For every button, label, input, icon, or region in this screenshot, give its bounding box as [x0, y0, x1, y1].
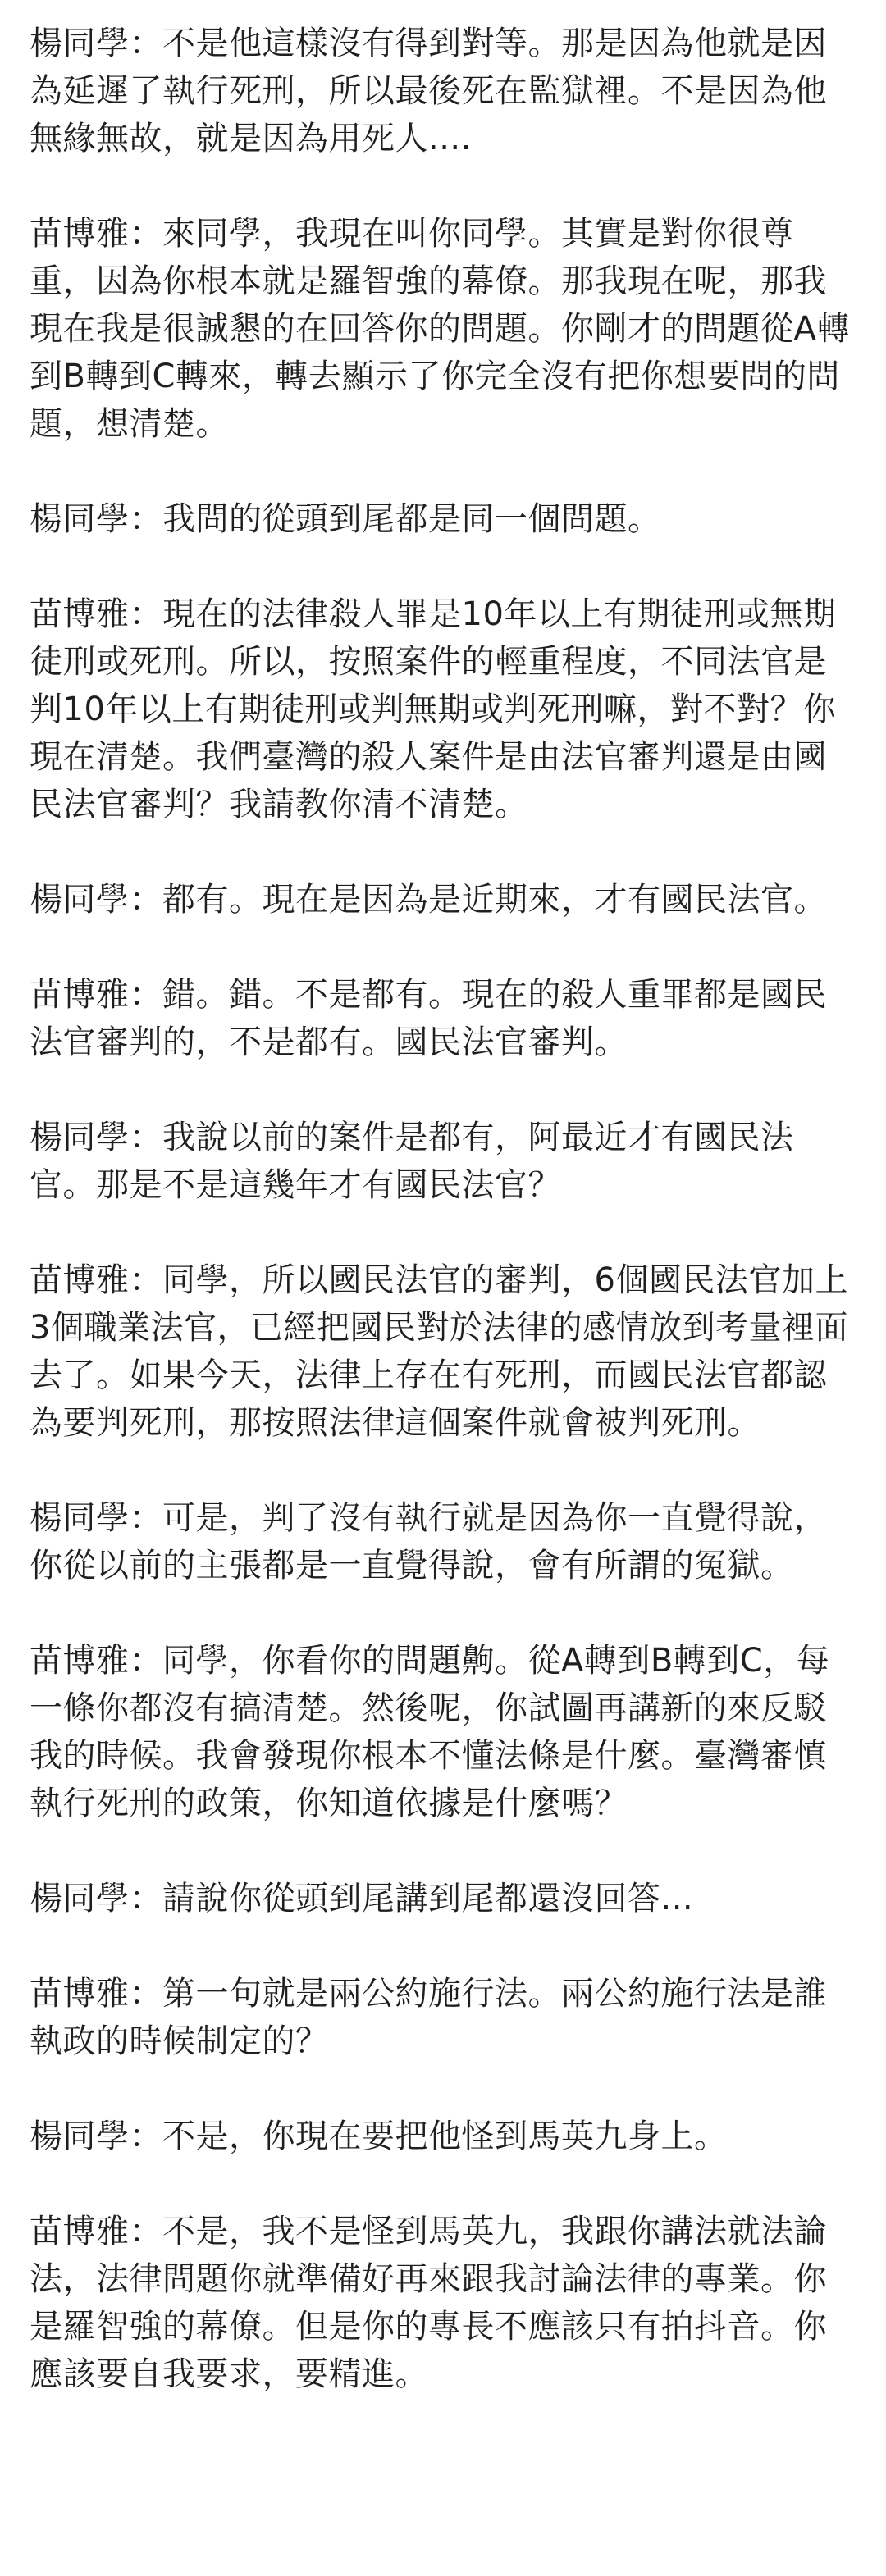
transcript-paragraph-miao: 苗博雅：現在的法律殺人罪是10年以上有期徒刑或無期徒刑或死刑。所以，按照案件的輕重程度，不同法官是判10年以上有期徒刑或判無期或判死刑嘛，對不對？你現在清楚。我們臺灣的殺人案件是由法官審判還是由國民法官審判？我請教你清不清楚。	[30, 595, 837, 823]
transcript-paragraph-yang: 楊同學：我問的從頭到尾都是同一個問題。	[30, 500, 661, 538]
transcript-paragraph-miao: 苗博雅：同學，所以國民法官的審判，6個國民法官加上3個職業法官，已經把國民對於法律的感情放到考量裡面去了。如果今天，法律上存在有死刑，而國民法官都認為要判死刑，那按照法律這個案件就會被判死刑。	[30, 1261, 848, 1442]
transcript-paragraph-miao: 苗博雅：錯。錯。不是都有。現在的殺人重罪都是國民法官審判的，不是都有。國民法官審判。	[30, 976, 827, 1061]
transcript-paragraph-yang: 楊同學：請說你從頭到尾講到尾都還沒回答...	[30, 1880, 694, 1917]
transcript-paragraph-miao: 苗博雅：不是，我不是怪到馬英九，我跟你講法就法論法，法律問題你就準備好再來跟我討論法律的專業。你是羅智強的幕僚。但是你的專長不應該只有拍抖音。你應該要自我要求，要精進。	[30, 2213, 827, 2393]
transcript-paragraph-yang: 楊同學：不是他這樣沒有得到對等。那是因為他就是因為延遲了執行死刑，所以最後死在監獄裡。不是因為他無緣無故，就是因為用死人....	[30, 25, 827, 157]
transcript-paragraph-yang: 楊同學：我說以前的案件是都有，阿最近才有國民法官。那是不是這幾年才有國民法官？	[30, 1119, 794, 1204]
transcript-paragraph-miao: 苗博雅：同學，你看你的問題齁。從A轉到B轉到C，每一條你都沒有搞清楚。然後呢，你試圖再講新的來反駁我的時候。我會發現你根本不懂法條是什麼。臺灣審慎執行死刑的政策，你知道依據是什麼嗎？	[30, 1642, 830, 1822]
transcript-paragraph-yang: 楊同學：不是，你現在要把他怪到馬英九身上。	[30, 2118, 728, 2155]
transcript-paragraph-yang: 楊同學：都有。現在是因為是近期來，才有國民法官。	[30, 881, 827, 919]
transcript-paragraph-yang: 楊同學：可是，判了沒有執行就是因為你一直覺得說，你從以前的主張都是一直覺得說，會有所謂的冤獄。	[30, 1499, 827, 1584]
transcript-paragraph-miao: 苗博雅：來同學，我現在叫你同學。其實是對你很尊重，因為你根本就是羅智強的幕僚。那我現在呢，那我現在我是很誠懇的在回答你的問題。你剛才的問題從A轉到B轉到C轉來，轉去顯示了你完全沒有把你想要問的問題，想清楚。	[30, 215, 850, 443]
transcript-paragraph-miao: 苗博雅：第一句就是兩公約施行法。兩公約施行法是誰執政的時候制定的？	[30, 1975, 827, 2060]
